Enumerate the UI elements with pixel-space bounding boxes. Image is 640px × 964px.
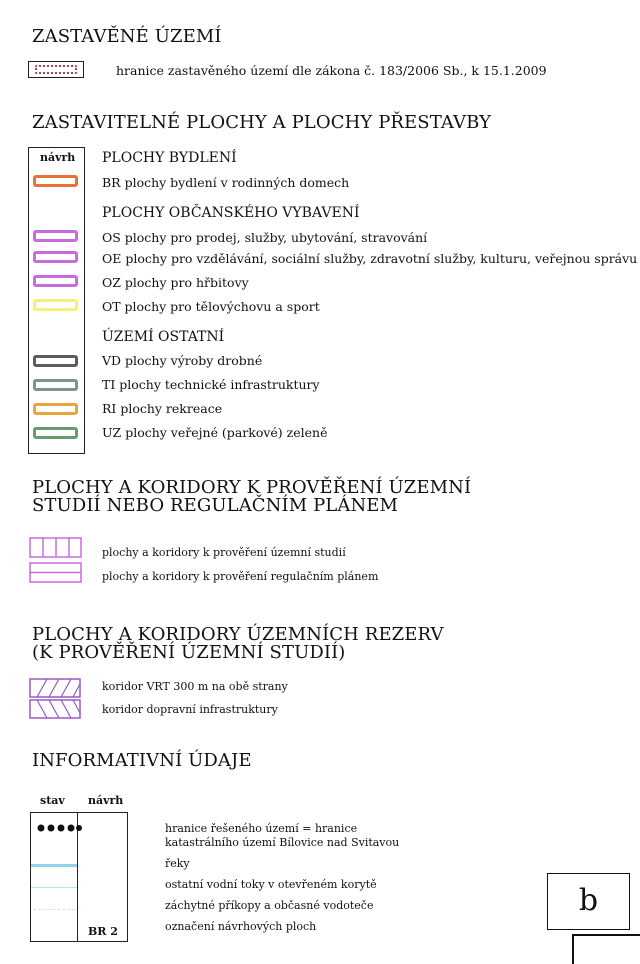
section-title-rezervy-2: (K PROVĚŘENÍ ÚZEMNÍ STUDIÍ)	[32, 642, 346, 663]
legend-label-uz: UZ plochy veřejné (parkové) zeleně	[102, 425, 328, 440]
legend-swatch-hatched-reserves	[29, 678, 83, 720]
legend-label-vd: VD plochy výroby drobné	[102, 353, 263, 368]
legend-label-dopravni: koridor dopravní infrastruktury	[102, 703, 278, 716]
info-label-hranice-1: hranice řešeného území = hranice	[165, 822, 358, 835]
column-label-navrh: návrh	[88, 794, 124, 807]
area-code-label: BR 2	[88, 925, 118, 938]
river-line-symbol	[31, 864, 77, 867]
section-title-proverene-2: STUDIÍ NEBO REGULAČNÍM PLÁNEM	[32, 495, 399, 516]
stream-line-symbol	[31, 887, 77, 888]
legend-label-ti: TI plochy technické infrastruktury	[102, 377, 320, 392]
legend-swatch-oe	[33, 251, 78, 263]
group-title-obcanske: PLOCHY OBČANSKÉHO VYBAVENÍ	[102, 205, 360, 221]
legend-swatch-ti	[33, 379, 78, 391]
column-label-stav: stav	[40, 794, 65, 807]
legend-swatch-ri	[33, 403, 78, 415]
section-title-informativni: INFORMATIVNÍ ÚDAJE	[32, 750, 252, 771]
legend-label: hranice zastavěného území dle zákona č. 183/2006 Sb., k 15.1.2009	[116, 63, 547, 78]
info-label-hranice-2: katastrálního území Bílovice nad Svitavou	[165, 836, 400, 849]
info-label-reky: řeky	[165, 857, 190, 870]
legend-label-ri: RI plochy rekreace	[102, 401, 223, 416]
info-label-vodni-toky: ostatní vodní toky v otevřeném korytě	[165, 878, 377, 891]
boundary-dots-symbol	[36, 823, 82, 833]
section-title-zastavitelne: ZASTAVITELNÉ PLOCHY A PLOCHY PŘESTAVBY	[32, 112, 492, 133]
legend-swatch-ot	[33, 299, 78, 311]
legend-swatch-vd	[33, 355, 78, 367]
column-label-navrh: návrh	[40, 151, 76, 164]
legend-swatch-built-up-boundary	[28, 61, 84, 78]
legend-swatch-os	[33, 230, 78, 242]
legend-label-vrt: koridor VRT 300 m na obě strany	[102, 680, 288, 693]
legend-swatch-uz	[33, 427, 78, 439]
legend-label-oz: OZ plochy pro hřbitovy	[102, 275, 249, 290]
legend-label-os: OS plochy pro prodej, služby, ubytování, stravování	[102, 230, 428, 245]
legend-swatch-br	[33, 175, 78, 187]
legend-swatch-oz	[33, 275, 78, 287]
legend-column-navrh	[77, 812, 128, 942]
info-label-prikopy: záchytné příkopy a občasné vodoteče	[165, 899, 374, 912]
sheet-letter-box: b	[547, 873, 630, 930]
legend-label-studie: plochy a koridory k prověření územní studií	[102, 546, 346, 559]
legend-label-br: BR plochy bydlení v rodinných domech	[102, 175, 350, 190]
legend-label-oe: OE plochy pro vzdělávání, sociální služby, zdravotní služby, kulturu, veřejnou správu	[102, 251, 638, 266]
ditch-line-symbol	[33, 909, 75, 910]
legend-label-regulacni-plan: plochy a koridory k prověření regulačním plánem	[102, 570, 379, 583]
info-label-oznaceni: označení návrhových ploch	[165, 920, 317, 933]
section-title-proverene-1: PLOCHY A KORIDORY K PROVĚŘENÍ ÚZEMNÍ	[32, 477, 472, 498]
legend-label-ot: OT plochy pro tělovýchovu a sport	[102, 299, 320, 314]
group-title-bydleni: PLOCHY BYDLENÍ	[102, 150, 237, 166]
section-title-rezervy-1: PLOCHY A KORIDORY ÚZEMNÍCH REZERV	[32, 624, 444, 645]
group-title-ostatni: ÚZEMÍ OSTATNÍ	[102, 329, 225, 345]
section-title-zastavene: ZASTAVĚNÉ ÚZEMÍ	[32, 26, 222, 47]
legend-swatch-hatched-studies	[29, 537, 83, 585]
